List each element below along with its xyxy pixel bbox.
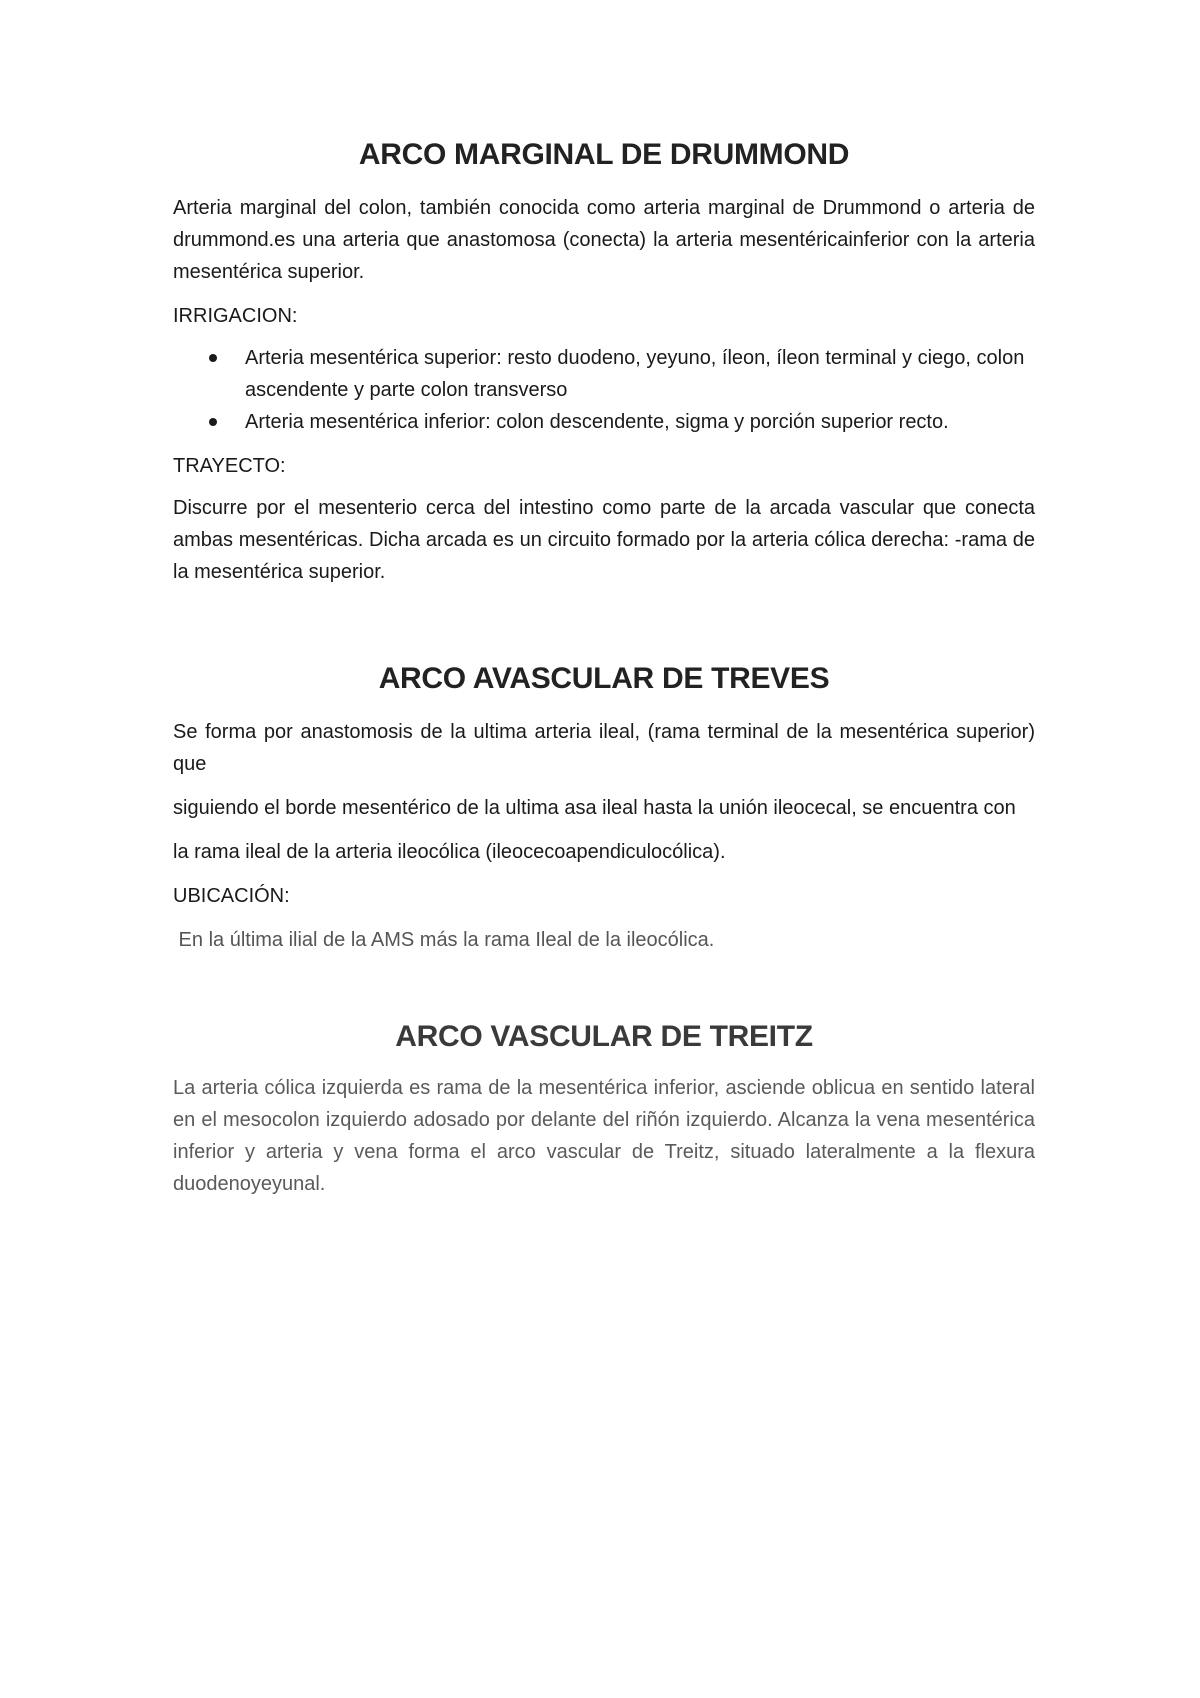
document-page	[173, 138, 1035, 1200]
list-item: Arteria mesentérica superior: resto duodeno, yeyuno, íleon, íleon terminal y ciego, colon ascendente y parte colon transverso	[245, 342, 1035, 406]
drummond-intro: Arteria marginal del colon, también conocida como arteria marginal de Drummond o arteria de drummond.es una arteria que anastomosa (conecta) la arteria mesentéricainferior con la arteria mesentérica superior.	[173, 197, 1035, 283]
trayecto-text: Discurre por el mesenterio cerca del intestino como parte de la arcada vascular que conecta ambas mesentéricas. Dicha arcada es un circuito formado por la arteria cólica derecha: -rama de la mesentérica superior.	[173, 497, 1035, 583]
treves-para-2: siguiendo el borde mesentérico de la ultima asa ileal hasta la unión ileocecal, se encuentra con	[173, 797, 1016, 819]
section-title-treves: ARCO AVASCULAR DE TREVES	[378, 662, 830, 695]
treitz-text: La arteria cólica izquierda es rama de la mesentérica inferior, asciende oblicua en sentido lateral en el mesocolon izquierdo adosado por delante del riñón izquierdo. Alcanza la vena mesentérica inferior y arteria y vena forma el arco vascular de Treitz, situado lateralmente a la flexura duodenoyeyunal.	[173, 1077, 1035, 1195]
irrigation-list	[173, 342, 1035, 438]
ubicacion-text: En la última ilial de la AMS más la rama Ileal de la ileocólica.	[173, 929, 715, 951]
section-title-treitz: ARCO VASCULAR DE TREITZ	[395, 1020, 813, 1053]
treves-para-1: Se forma por anastomosis de la ultima arteria ileal, (rama terminal de la mesentérica superior) que	[173, 721, 1035, 775]
trayecto-label: TRAYECTO:	[173, 455, 286, 477]
list-item: Arteria mesentérica inferior: colon descendente, sigma y porción superior recto.	[245, 406, 1035, 438]
irrigation-label: IRRIGACION:	[173, 305, 298, 327]
treves-para-3: la rama ileal de la arteria ileocólica (ileocecoapendiculocólica).	[173, 841, 726, 863]
section-title-drummond: ARCO MARGINAL DE DRUMMOND	[358, 138, 850, 171]
ubicacion-label: UBICACIÓN:	[173, 885, 290, 907]
